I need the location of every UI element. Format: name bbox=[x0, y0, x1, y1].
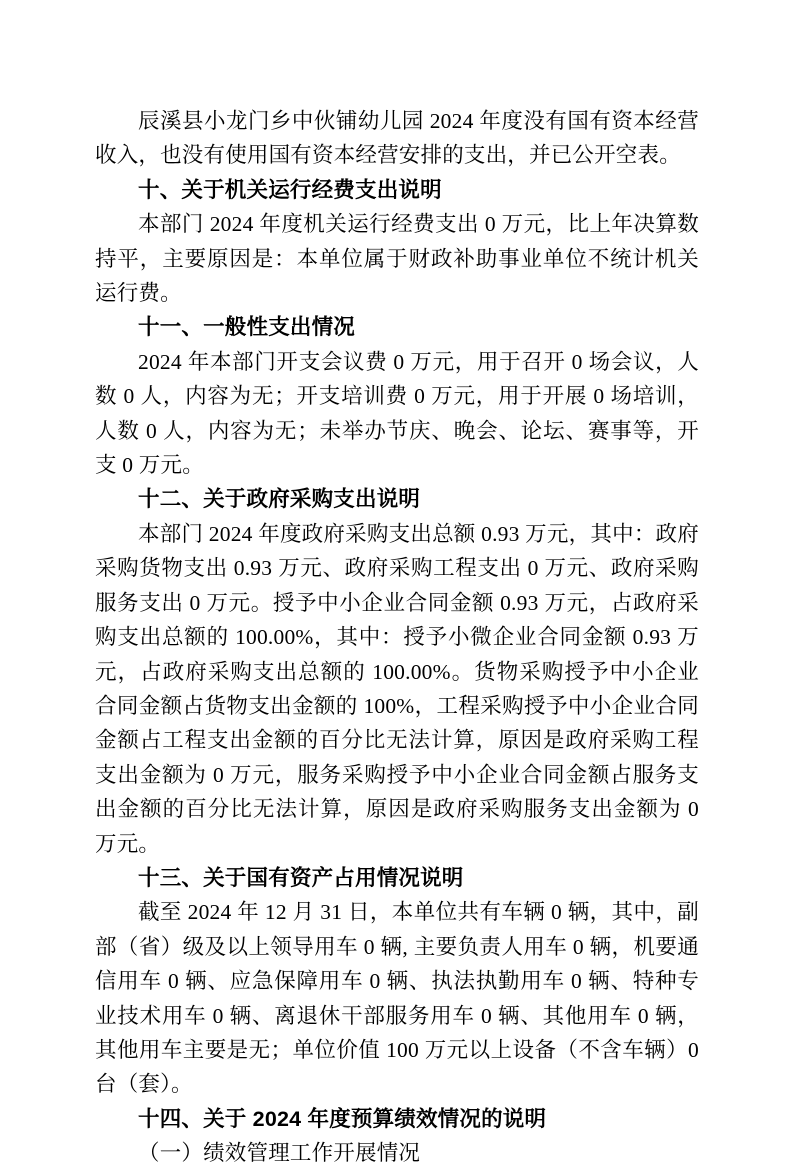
paragraph-general-expenditure: 2024 年本部门开支会议费 0 万元，用于召开 0 场会议，人数 0 人，内容为无；开支培训费 0 万元，用于开展 0 场培训，人数 0 人，内容为无；未举办节庆、晚会、论坛、赛事等，开支 0 万元。 bbox=[95, 349, 699, 478]
heading-section-11-general-expenditure: 十一、一般性支出情况 bbox=[138, 315, 356, 340]
paragraph-agency-operating-expenses: 本部门 2024 年度机关运行经费支出 0 万元，比上年决算数持平，主要原因是：本单位属于财政补助事业单位不统计机关运行费。 bbox=[95, 212, 699, 306]
paragraph-state-capital-operations: 辰溪县小龙门乡中伙铺幼儿园 2024 年度没有国有资本经营收入，也没有使用国有资本经营安排的支出，并已公开空表。 bbox=[95, 109, 699, 168]
heading-section-13-state-asset-occupancy: 十三、关于国有资产占用情况说明 bbox=[138, 865, 464, 890]
heading-section-12-government-procurement: 十二、关于政府采购支出说明 bbox=[138, 487, 421, 512]
paragraph-government-procurement: 本部门 2024 年度政府采购支出总额 0.93 万元，其中：政府采购货物支出 0.93 万元、政府采购工程支出 0 万元、政府采购服务支出 0 万元。授予中小企业合同金额 0.93 万元，占政府采购支出总额的 100.00%，其中：授予小微企业合同金额 0.93 万元，占政府采购支出总额的 100.00%。货物采购授予中小企业合同金额占货物支出金额的 100%，工程采购授予中小企业合同金额占工程支出金额的百分比无法计算，原因是政府采购工程支出金额为 0 万元，服务采购授予中小企业合同金额占服务支出金额的百分比无法计算，原因是政府采购服务支出金额为 0 万元。 bbox=[95, 521, 699, 856]
paragraph-state-asset-occupancy: 截至 2024 年 12 月 31 日，本单位共有车辆 0 辆，其中，副部（省）级及以上领导用车 0 辆, 主要负责人用车 0 辆，机要通信用车 0 辆、应急保障用车 0 辆、执法执勤用车 0 辆、特种专业技术用车 0 辆、离退休干部服务用车 0 辆、其他用车 0 辆，其他用车主要是无；单位价值 100 万元以上设备（不含车辆）0 台（套）。 bbox=[95, 900, 699, 1097]
subheading-performance-management-work: （一）绩效管理工作开展情况 bbox=[138, 1141, 421, 1166]
heading-section-14-budget-performance: 十四、关于 2024 年度预算绩效情况的说明 bbox=[138, 1106, 547, 1131]
heading-section-10-agency-operating-expenses: 十、关于机关运行经费支出说明 bbox=[138, 177, 442, 202]
